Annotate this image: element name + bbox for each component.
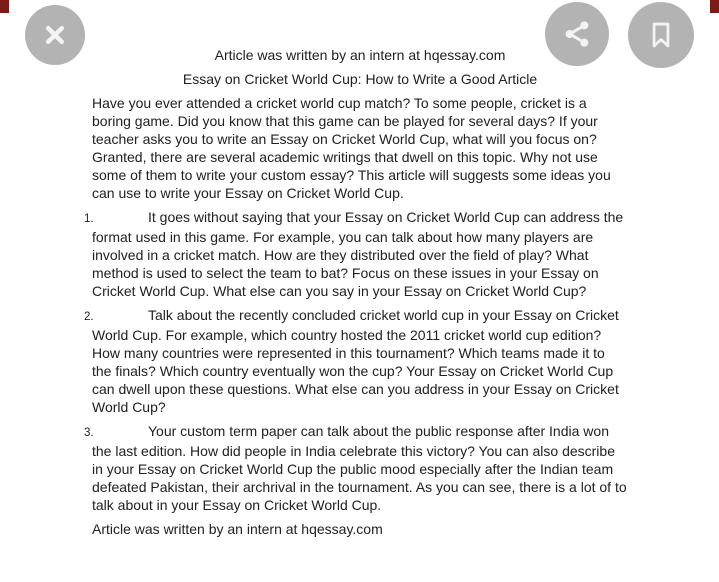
article-title: Essay on Cricket World Cup: How to Write a Good Article <box>182 71 538 87</box>
paragraph-number: 3. <box>84 427 94 439</box>
numbered-paragraph-1 <box>84 208 628 300</box>
paragraph-text: Your custom term paper can talk about the public response after India won the last edition. How did people in India celebrate this victory? You can also describe in your Essay on Cricket World Cup the public mood especially after the Indian team defeated Pakistan, their archrival in the tournament. As you can see, there is a lot of to talk about in your Essay on Cricket World Cup. <box>92 423 627 513</box>
bookmark-icon <box>645 19 677 51</box>
paragraph-number: 2. <box>84 311 94 323</box>
intro-paragraph: Have you ever attended a cricket world cup match? To some people, cricket is a boring game. Did you know that this game can be played for several days? If your teacher asks you to write an Essay on Cricket World Cup, what will you focus on? Granted, there are several academic writings that dwell on this topic. Why not use some of them to write your custom essay? This article will suggests some ideas you can use to write your Essay on Cricket World Cup. <box>92 95 611 201</box>
article-byline-bottom: Article was written by an intern at hqessay.com <box>92 521 383 537</box>
paragraph-text: Talk about the recently concluded cricket world cup in your Essay on Cricket World Cup. For example, which country hosted the 2011 cricket world cup edition? How many countries were represented in this tournament? Which teams made it to the finals? Which country eventually won the cup? Your Essay on Cricket World Cup can dwell upon these questions. What else can you address in your Essay on Cricket World Cup? <box>92 307 619 415</box>
numbered-paragraph-2 <box>84 306 628 416</box>
corner-accent-left <box>0 0 9 13</box>
corner-accent-right <box>710 0 719 13</box>
bookmark-button[interactable] <box>628 2 694 68</box>
article-byline-top: Article was written by an intern at hqessay.com <box>214 47 506 63</box>
paragraph-number: 1. <box>84 213 94 225</box>
share-icon <box>561 18 593 50</box>
close-button[interactable] <box>25 5 85 65</box>
article-page <box>84 46 628 544</box>
numbered-paragraph-3 <box>84 422 628 514</box>
close-icon <box>38 18 72 52</box>
share-button[interactable] <box>545 2 609 66</box>
paragraph-text: It goes without saying that your Essay on Cricket World Cup can address the format used in this game. For example, you can talk about how many players are involved in a cricket match. How are they distributed over the field of play? What method is used to select the team to bat? Focus on these issues in your Essay on Cricket World Cup. What else can you say in your Essay on Cricket World Cup? <box>92 209 624 299</box>
